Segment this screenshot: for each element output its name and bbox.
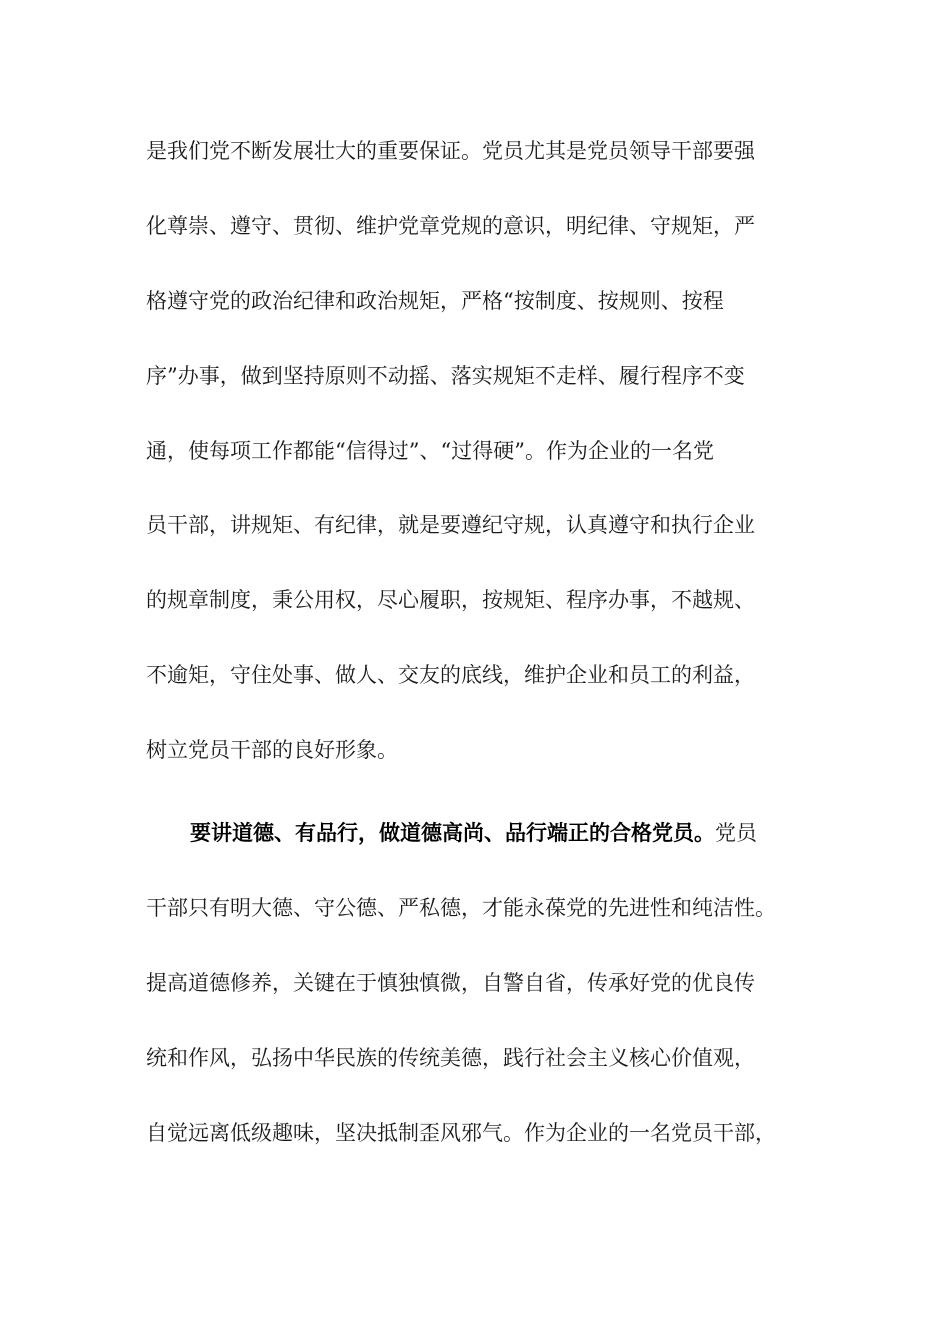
text-run: 党员 [715, 821, 757, 845]
text-line: 自觉远离低级趣味，坚决抵制歪风邪气。作为企业的一名党员干部， [146, 1121, 776, 1145]
text-line: 是我们党不断发展壮大的重要保证。党员尤其是党员领导干部要强 [146, 139, 755, 163]
text-line: 通，使每项工作都能“信得过”、“过得硬”。作为企业的一名党 [146, 439, 714, 463]
text-line: 序”办事，做到坚持原则不动摇、落实规矩不走样、履行程序不变 [146, 364, 745, 388]
paragraph-heading-line [190, 818, 870, 848]
text-line: 统和作风，弘扬中华民族的传统美德，践行社会主义核心价值观， [146, 1046, 755, 1070]
text-line: 格遵守党的政治纪律和政治规矩，严格“按制度、按规则、按程 [146, 289, 724, 313]
text-line: 树立党员干部的良好形象。 [146, 738, 398, 762]
text-line: 提高道德修养，关键在于慎独慎微，自警自省，传承好党的优良传 [146, 971, 755, 995]
text-line: 员干部，讲规矩、有纪律，就是要遵纪守规，认真遵守和执行企业 [146, 513, 755, 537]
text-line: 干部只有明大德、守公德、严私德，才能永葆党的先进性和纯洁性。 [146, 896, 776, 920]
text-line: 化尊崇、遵守、贯彻、维护党章党规的意识，明纪律、守规矩，严 [146, 214, 755, 238]
paragraph-heading: 要讲道德、有品行，做道德高尚、品行端正的合格党员。 [190, 820, 715, 845]
text-line: 不逾矩，守住处事、做人、交友的底线，维护企业和员工的利益， [146, 663, 755, 687]
text-line: 的规章制度，秉公用权，尽心履职，按规矩、程序办事，不越规、 [146, 588, 755, 612]
